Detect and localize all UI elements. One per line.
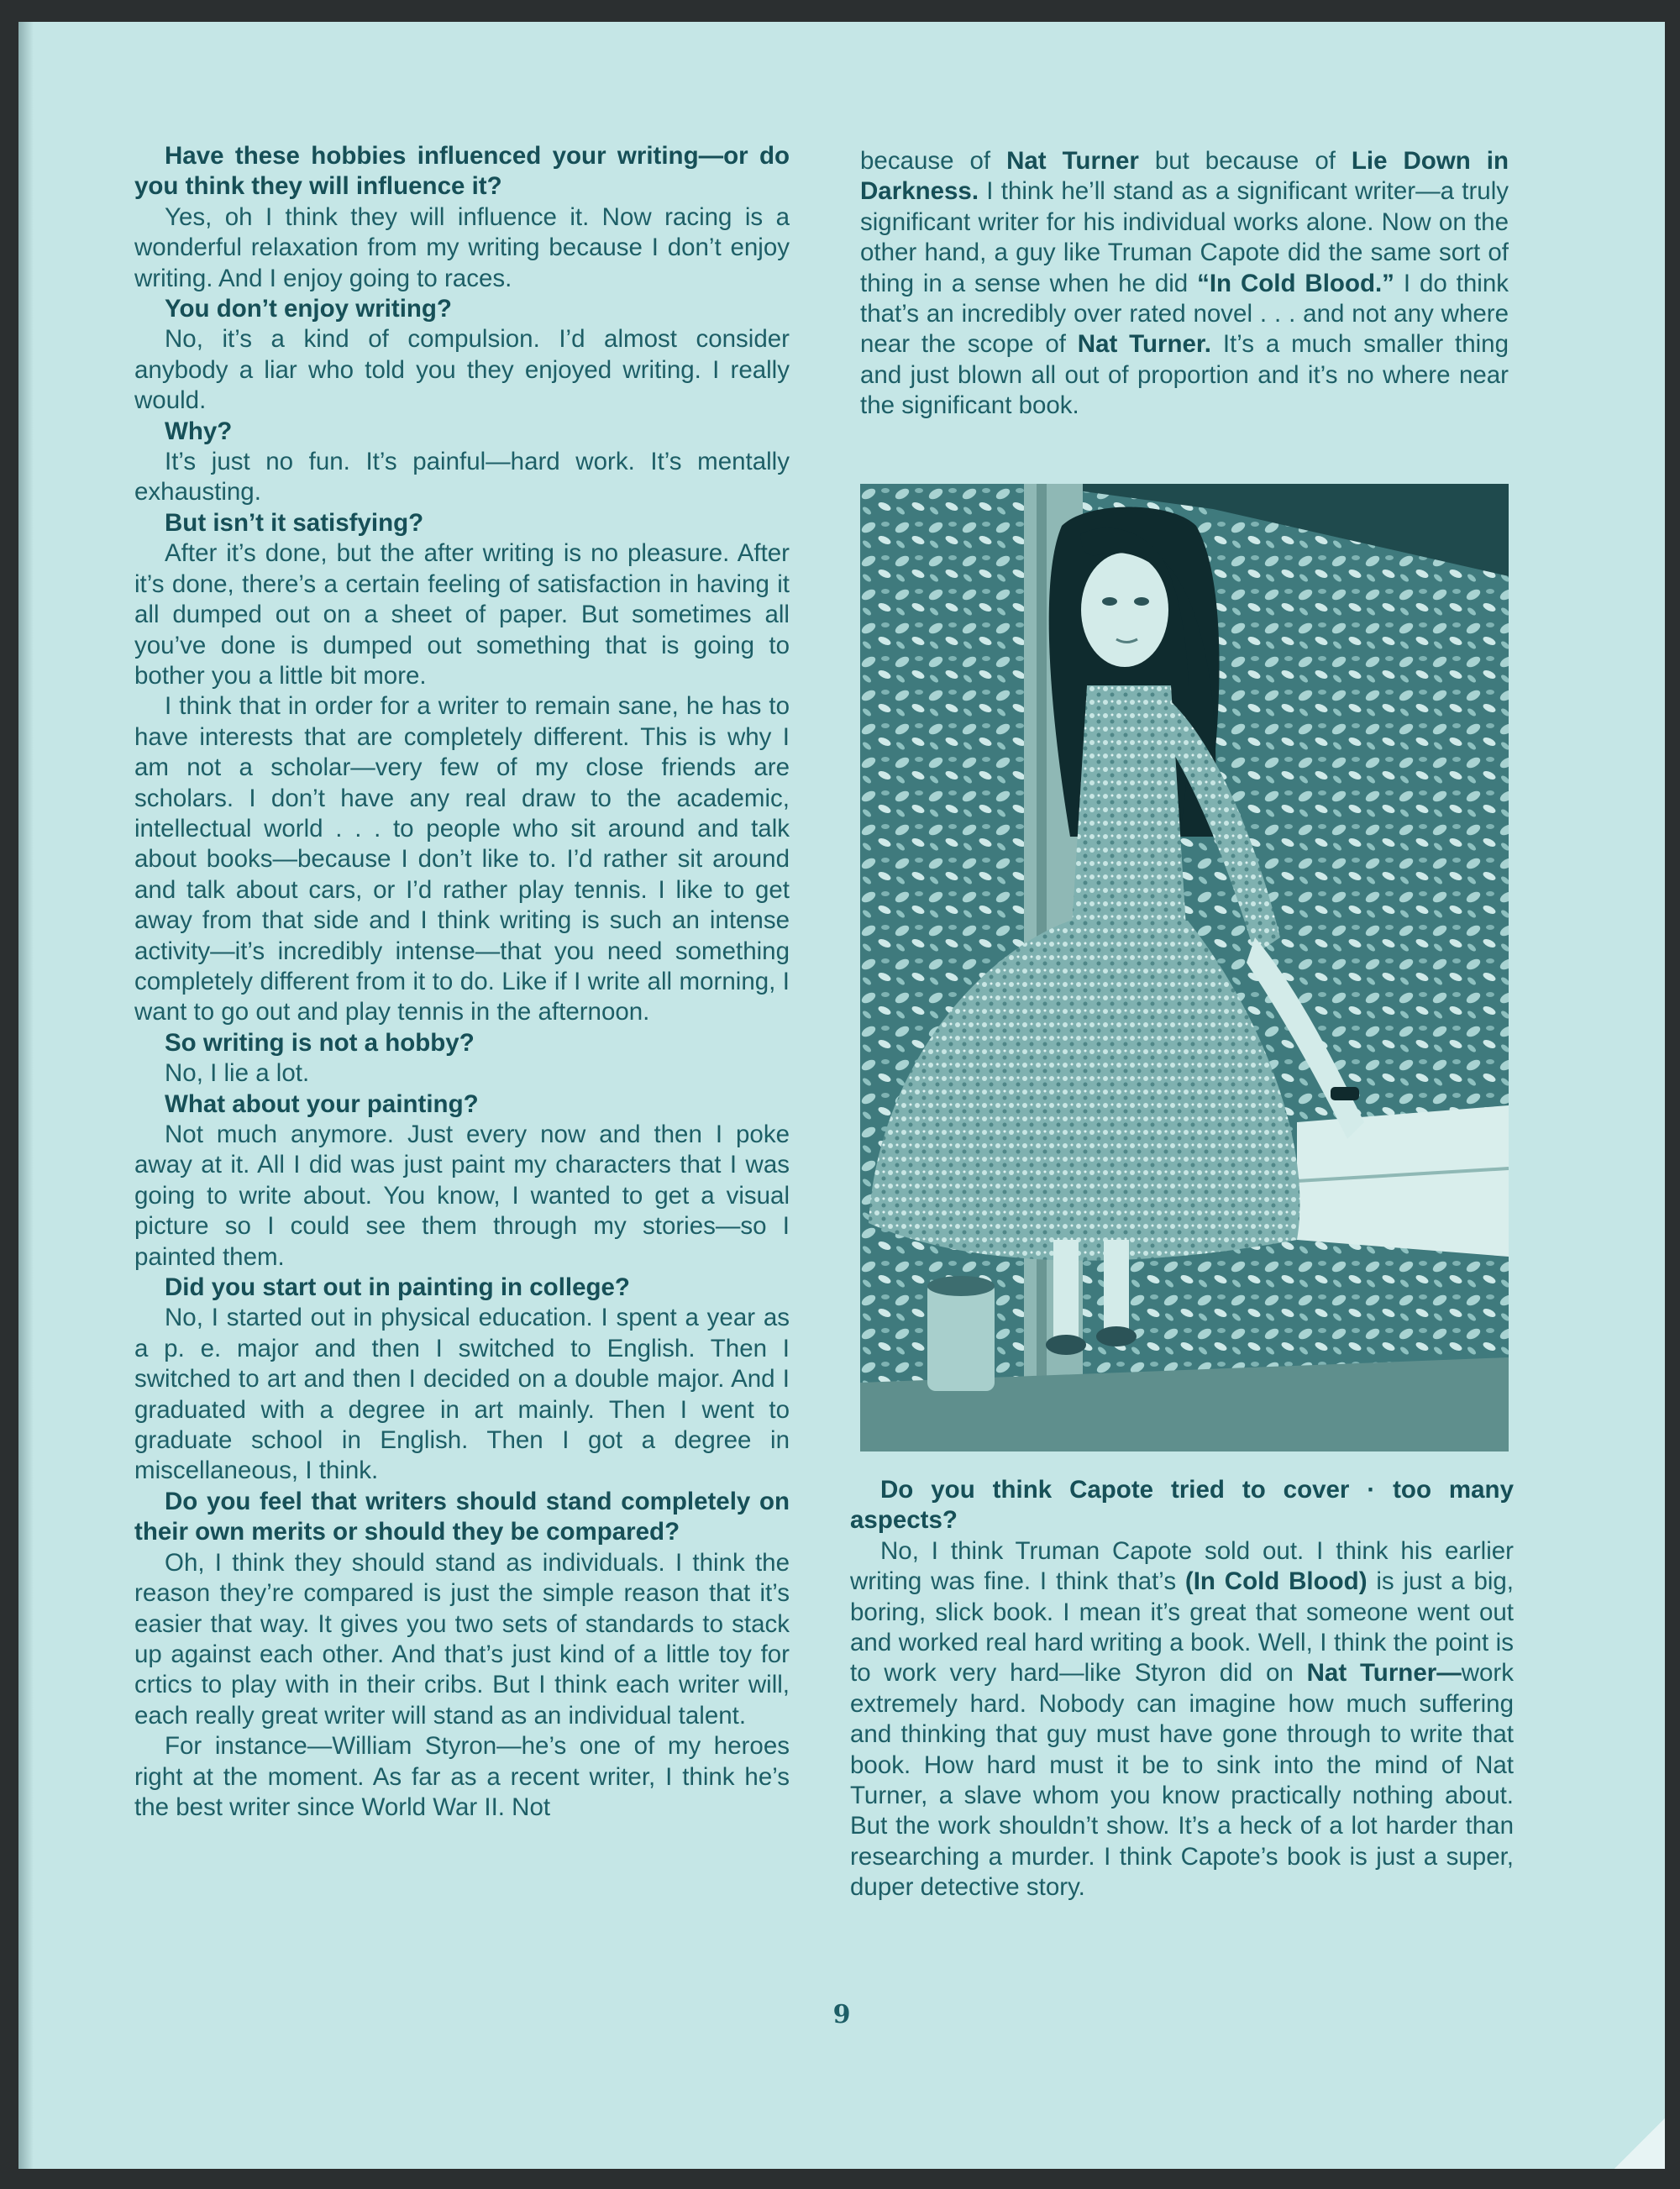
text-run: work extremely hard. Nobody can imagine how much suffering and thinking that guy must have gone through to write that book. How hard must it be to sink into the mind of Nat Turner, a slave whom you know practically nothing about. But the work shouldn’t show. It’s a heck of a lot harder than researching a murder. I think Capote’s book is just a super, duper detective story.	[850, 1659, 1514, 1902]
text-run: is just a big, boring, slick book. I mean it’s great that someone went out and worked real hard writing a book. Well, I think the point is to work very hard—like Styron did on	[850, 1567, 1515, 1688]
interview-question: You don’t enjoy writing?	[165, 295, 452, 323]
interview-question: Have these hobbies influenced your writing—or do you think they will influence it?	[134, 142, 790, 201]
interview-answer: No, I lie a lot.	[165, 1059, 310, 1088]
page-corner-fold	[1614, 2118, 1665, 2169]
text-run: because of	[860, 147, 1007, 175]
text-run: but because of	[1138, 147, 1352, 175]
interview-question: What about your painting?	[165, 1089, 479, 1118]
interview-answer: For instance—William Styron—he’s one of my heroes right at the moment. As far as a recent writer, I think he’s the best writer since World War II. Not	[134, 1732, 790, 1821]
text-run: I do think that’s an incredibly over rated novel . . . and not any where near the scope of	[860, 269, 1509, 359]
text-run: No, I think Truman Capote sold out. I think his earlier writing was fine. I think that’s	[850, 1536, 1514, 1596]
interview-answer: After it’s done, but the after writing is no pleasure. After it’s done, there’s a certain feeling of satisfaction in having it all dumped out on a sheet of paper. But sometimes all you’ve done is dumped out something that is going to bother you a little bit more.	[134, 539, 790, 690]
interview-answer: No, it’s a kind of compulsion. I’d almost consider anybody a liar who told you they enjoyed writing. I really would.	[134, 325, 790, 415]
book-title-nat-turner: Nat Turner.	[1077, 330, 1211, 359]
interview-question: So writing is not a hobby?	[165, 1028, 475, 1057]
interview-answer	[850, 1536, 1514, 1903]
interview-answer: Not much anymore. Just every now and then I poke away at it. All I did was just paint my characters that I was going to write about. You know, I wanted to get a visual picture so I could see them through my stories—so I painted them.	[134, 1121, 790, 1271]
interview-answer: Oh, I think they should stand as individuals. I think the reason they’re compared is just the simple reason that it’s easier that way. It gives you two sets of standards to stack up against each other. And that’s just kind of a little toy for crtics to play with in their cribs. But I think each writer will, each really great writer will stand as an individual talent.	[134, 1548, 790, 1730]
interview-question: Do you think Capote tried to cover · too many aspects?	[850, 1476, 1514, 1535]
interview-question: Did you start out in painting in college?	[165, 1273, 630, 1302]
portrait-photo	[860, 484, 1509, 1451]
interview-answer-continued	[860, 146, 1509, 422]
text-run: I think he’ll stand as a significant writer—a truly significant writer for his individual works alone. Now on the other hand, a guy like Truman Capote did the same sort of thing in a sense when he did	[860, 177, 1509, 297]
book-title-in-cold-blood: (In Cold Blood)	[1184, 1567, 1368, 1596]
interview-question: Do you feel that writers should stand completely on their own merits or should they be compared?	[134, 1487, 790, 1546]
book-title-in-cold-blood: “In Cold Blood.”	[1197, 269, 1394, 297]
page-binding-shadow	[18, 22, 34, 2169]
interview-answer: Yes, oh I think they will influence it. Now racing is a wonderful relaxation from my writing because I don’t enjoy writing. And I enjoy going to races.	[134, 202, 790, 292]
magazine-page	[18, 22, 1665, 2169]
page-number: 9	[832, 2000, 851, 2029]
interview-question: But isn’t it satisfying?	[165, 508, 424, 537]
text-run: It’s a much smaller thing and just blown all out of proportion and it’s no where near the significant book.	[860, 330, 1509, 420]
interview-question: Why?	[165, 417, 233, 445]
interview-answer: I think that in order for a writer to remain sane, he has to have interests that are completely different. This is why I am not a scholar—very few of my close friends are scholars. I don’t have any real draw to the academic, intellectual world . . . to people who sit around and talk about books—because I don’t like to. I’d rather sit around and talk about cars, or I’d rather play tennis. I like to get away from that side and I think writing is such an intense activity—it’s incredibly intense—that you need something completely different from it to do. Like if I write all morning, I want to go out and play tennis in the afternoon.	[134, 692, 790, 1026]
book-title-nat-turner: Nat Turner—	[1306, 1659, 1462, 1688]
right-column-top	[860, 146, 1509, 422]
book-title-lie-down-in-darkness: Lie Down in Darkness.	[860, 147, 1509, 206]
left-column	[134, 141, 790, 1823]
portrait-photo-illustration	[860, 484, 1509, 1451]
right-column-bottom	[850, 1475, 1514, 1903]
interview-answer: No, I started out in physical education. I spent a year as a p. e. major and then I switched to English. Then I switched to art and then I decided on a double major. And I graduated with a degree in art mainly. Then I went to graduate school in English. Then I got a degree in miscellaneous, I think.	[134, 1304, 790, 1485]
book-title-nat-turner: Nat Turner	[1006, 147, 1139, 175]
interview-answer: It’s just no fun. It’s painful—hard work. It’s mentally exhausting.	[134, 448, 790, 507]
